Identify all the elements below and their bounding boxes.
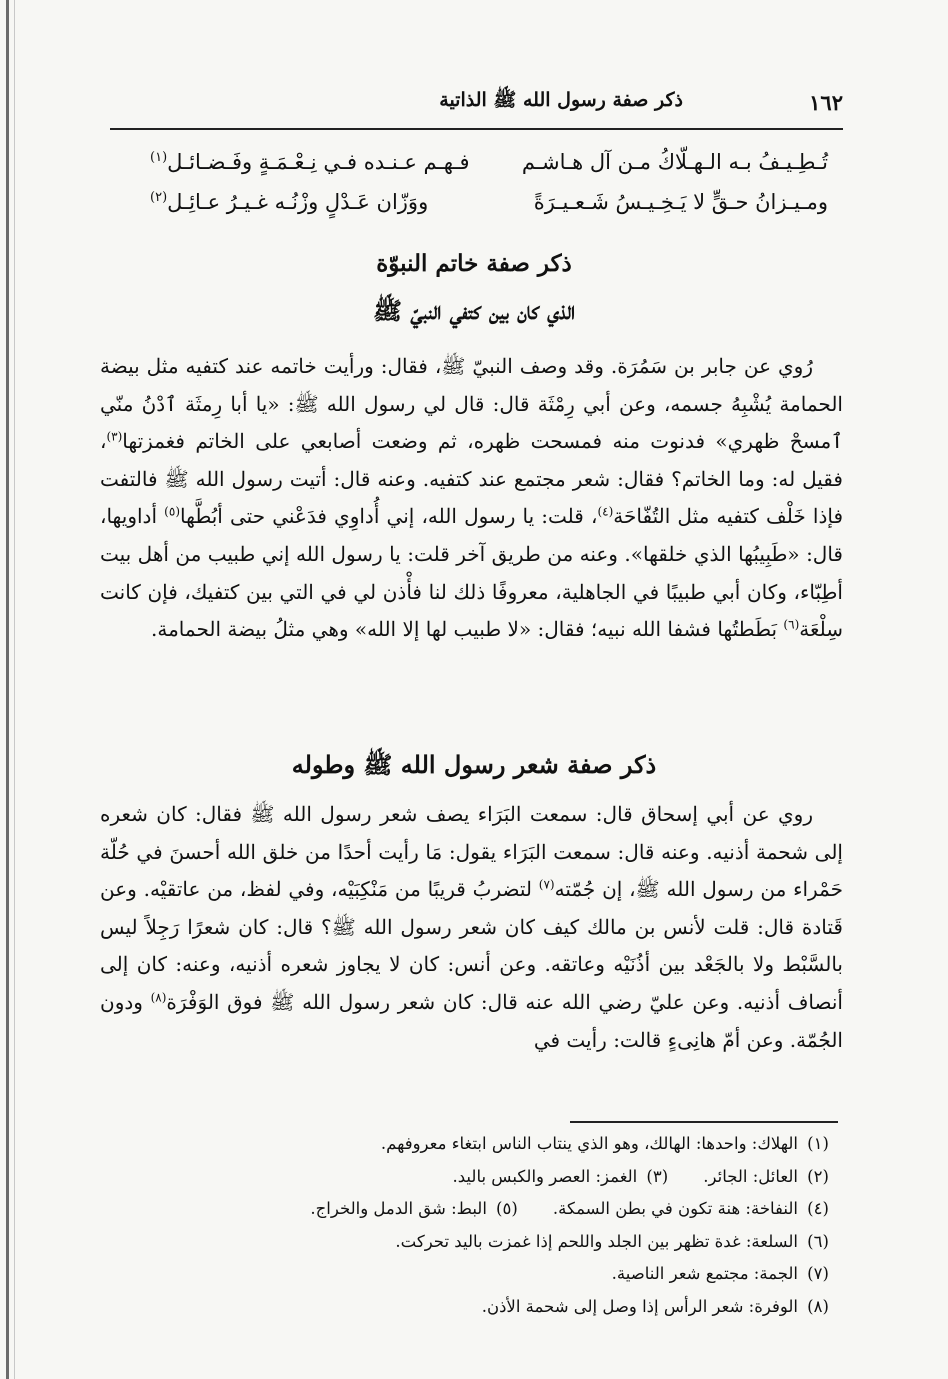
footnote-4-5: (٤)النفاخة: هنة تكون في بطن السمكة.(٥)البط: شق الدمل والخراج.: [310, 1199, 829, 1219]
section-heading-hair: ذكر صفة شعر رسول الله ﷺ وطوله: [291, 750, 657, 779]
footnote-6: (٦)السلعة: غدة تظهر بين الجلد واللحم إذا غمزت باليد تحركت.: [395, 1231, 829, 1251]
footnote-ref: (٤): [597, 504, 614, 519]
running-header: [110, 82, 843, 122]
paragraph-seal-of-prophethood: رُوي عن جابر بن سَمُرَة. وقد وصف النبيّ ﷺ، فقال: ورأيت خاتمه عند كتفيه مثل بيضة الحمامة يُشْبِهُ جسمه، وعن أبي رِمْثَة قال: قال لي رسول الله ﷺ: «يا أبا رِمثَة ٱدْنُ منّي ٱمسحْ ظهري» فدنوت منه فمسحت ظهره، ثم وضعت أصابعي على الخاتم فغمزتها$^{(٣)}$، فقيل له: وما الخاتم؟ فقال: شعر مجتمع عند كتفيه. وعنه قال: أتيت رسول الله ﷺ فالتفت فإذا خَلْف كتفيه مثل التُفّاحَة$^{(٤)}$، قلت: يا رسول الله، إني أُداوِي فدَعْني حتى أبُطَّها$^{(٥)}$ أداويها، قال: «طَبِيبُها الذي خلقها». وعنه من طريق آخر قلت: يا رسول الله إني طبيب من أهل بيت أطِبّاء، وكان أبي طبيبًا في الجاهلية، معروفًا ذلك لنا فأْذن لي في التي بين كتفيك، فإن كانت سِلْعَة$^{(٦)}$ بَطَطتُها فشفا الله نبيه؛ فقال: «لا طبيب لها إلا الله» وهي مثلُ بيضة الحمامة.: [100, 354, 844, 642]
running-title: ذكر صفة رسول الله ﷺ الذاتية: [439, 89, 683, 111]
verse-line-1: [120, 150, 828, 184]
verse-line-2: [120, 190, 828, 224]
paragraph-hair: روي عن أبي إسحاق قال: سمعت البَرَاء يصف شعر رسول الله ﷺ فقال: كان شعره إلى شحمة أذنيه. وعنه قال: سمعت البَرَاء يقول: مَا رأيت أحدًا من خلق الله أحسنَ في حُلّة حَمْراء من رسول الله ﷺ، إن جُمّته$^{(٧)}$ لتضربُ قريبًا من مَنْكِبَيْه، وفي لفظ، من عاتقيْه. وعن قَتادة قال: قلت لأنس بن مالك كيف كان شعر رسول الله ﷺ؟ قال: كان شعرًا رَجِلاً ليس بالسَّبْط ولا بالجَعْد بين أذُنَيْه وعاتقه. وعن أنس: كان لا يجاوز شعره أذنيه، وعنه: كان إلى أنصاف أذنيه. وعن عليّ رضي الله عنه قال: كان شعر رسول الله ﷺ فوق الوَفْرَة$^{(٨)}$ ودون الجُمّة. وعن أمّ هانِىءٍ قالت: رأيت في: [100, 802, 843, 1052]
footnote-ref: (٦): [783, 617, 800, 632]
header-rule: [110, 128, 843, 130]
footnote-ref: (٧): [538, 877, 555, 892]
verse-hemistich-second: فـهـم عـنـده فـي نِـعْـمَـةٍ وفَـضـائـل$^{(١)}$: [150, 150, 470, 174]
footnote-ref: (٢): [150, 190, 168, 205]
footnote-7: (٧)الجمة: مجتمع شعر الناصية.: [611, 1264, 829, 1284]
footnotes: [100, 1128, 838, 1324]
verse-hemistich-first: تُـطِـيـفُ بـه الـهـلّاكُ مـن آل هـاشـم: [521, 150, 828, 174]
footnote-1: (١)الهلاك: واحدها: الهالك، وهو الذي ينتاب الناس ابتغاء معروفهم.: [380, 1134, 829, 1153]
verse-hemistich-first: ومـيـزانُ حـقٍّ لا يَـخِـيـسُ شَـعـيـرَةً: [533, 190, 828, 214]
footnote-ref: (٥): [164, 504, 180, 519]
footnote-ref: (٣): [106, 429, 123, 444]
footnote-ref: (١): [150, 150, 168, 165]
binding-shadow: [14, 0, 15, 1379]
page-number: ١٦٢: [809, 90, 843, 115]
footnote-ref: (٨): [150, 990, 167, 1005]
footnote-2-3: (٢)العائل: الجائر.(٣)الغمز: العصر والكبس باليد.: [452, 1166, 829, 1186]
verse-hemistich-second: ووَزّان عَـدْلٍ وزْنُـه غـيـرُ عـائِـل$^{(٢)}$: [150, 190, 429, 214]
section-heading-seal: ذكر صفة خاتم النبوّة: [376, 250, 572, 277]
section-subheading-seal: الذي كان بين كتفي النبيّ ﷺ: [373, 296, 575, 325]
binding-edge: [6, 0, 9, 1379]
footnote-8: (٨)الوفرة: شعر الرأس إذا وصل إلى شحمة الأذن.: [481, 1296, 829, 1316]
footnote-rule: [570, 1121, 838, 1123]
